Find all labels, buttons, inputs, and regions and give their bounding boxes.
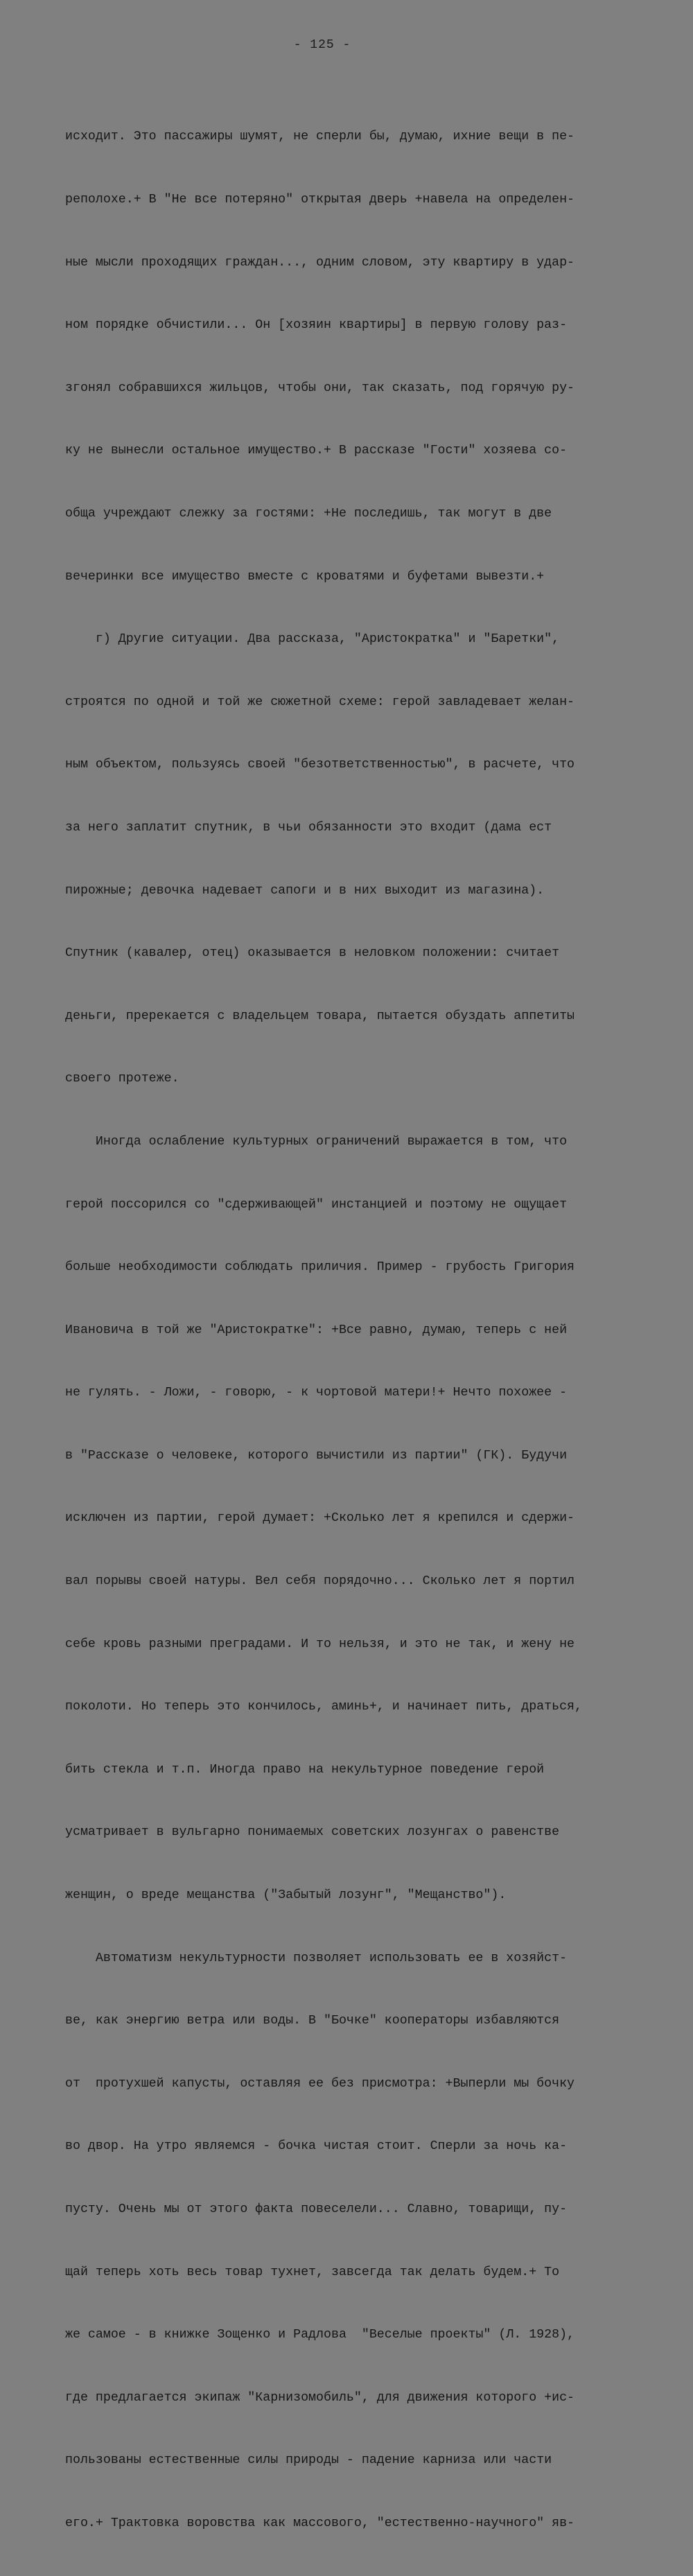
text-line: г) Другие ситуации. Два рассказа, "Аристократка" и "Баретки", [65,632,560,647]
text-line: исключен из партии, герой думает: +Сколько лет я крепился и сдержи- [65,1511,575,1526]
text-line: женщин, о вреде мещанства ("Забытый лозунг", "Мещанство"). [65,1888,507,1903]
text-line: же самое - в книжке Зощенко и Радлова "Веселые проекты" (Л. 1928), [65,2328,575,2342]
text-line: где предлагается экипаж "Карнизомобиль", для движения которого +ис- [65,2390,575,2405]
text-line: не гулять. - Ложи, - говорю, - к чортовой матери!+ Нечто похожее - [65,1386,568,1400]
text-line: строятся по одной и той же сюжетной схеме: герой завладевает желан- [65,695,575,709]
body-text [65,85,640,2576]
text-line: щай теперь хоть весь товар тухнет, завсегда так делать будем.+ То [65,2265,560,2279]
text-line: своего протеже. [65,1072,179,1086]
text-line: ном порядке обчистили... Он [хозяин квартиры] в первую голову раз- [65,318,568,333]
text-line: пусту. Очень мы от этого факта повеселели... Славно, товарищи, пу- [65,2202,568,2216]
text-line: поколоти. Но теперь это кончилось, аминь+, и начинает пить, драться, [65,1700,582,1714]
text-line: ве, как энергию ветра или воды. В "Бочке" кооператоры избавляются [65,2014,560,2028]
text-line: себе кровь разными преградами. И то нельзя, и это не так, и жену не [65,1637,575,1651]
text-line: его.+ Трактовка воровства как массового, "естественно-научного" яв- [65,2516,575,2530]
text-line: пирожные; девочка надевает сапоги и в них выходит из магазина). [65,883,545,898]
text-line: бить стекла и т.п. Иногда право на некультурное поведение герой [65,1762,545,1777]
text-line: больше необходимости соблюдать приличия. Пример - грубость Григория [65,1260,575,1275]
text-line: Спутник (кавалер, отец) оказывается в неловком положении: считает [65,946,560,961]
text-line: обща учреждают слежку за гостями: +Не последишь, так могут в две [65,506,552,521]
text-line: исходит. Это пассажиры шумят, не сперли бы, думаю, ихние вещи в пе- [65,130,575,144]
text-line: реполохе.+ В "Не все потеряно" открытая дверь +навела на определен- [65,193,575,207]
text-line: ные мысли проходящих граждан..., одним словом, эту квартиру в удар- [65,255,575,270]
page-number: - 125 - [293,38,351,52]
text-line: усматривает в вульгарно понимаемых советских лозунгах о равенстве [65,1825,560,1840]
text-line: Иногда ослабление культурных ограничений выражается в том, что [65,1134,568,1149]
text-line: вал порывы своей натуры. Вел себя порядочно... Сколько лет я портил [65,1574,575,1589]
text-line: Автоматизм некультурности позволяет использовать ее в хозяйст- [65,1951,568,1965]
text-line: пользованы естественные силы природы - падение карниза или части [65,2453,552,2468]
text-line: згонял собравшихся жильцов, чтобы они, так сказать, под горячую ру- [65,381,575,395]
text-line: от протухшей капусты, оставляя ее без присмотра: +Выперли мы бочку [65,2076,575,2091]
text-line: вечеринки все имущество вместе с кроватями и буфетами вывезти.+ [65,569,545,584]
text-line: ным объектом, пользуясь своей "безответственностью", в расчете, что [65,758,575,772]
text-line: в "Рассказе о человеке, которого вычистили из партии" (ГК). Будучи [65,1448,568,1463]
text-line: Ивановича в той же "Аристократке": +Все равно, думаю, теперь с ней [65,1323,568,1337]
text-line: деньги, пререкается с владельцем товара, пытается обуздать аппетиты [65,1009,575,1023]
text-line: во двор. На утро являемся - бочка чистая стоит. Сперли за ночь ка- [65,2139,568,2154]
text-line: герой поссорился со "сдерживающей" инстанцией и поэтому не ощущает [65,1197,568,1212]
text-line: за него заплатит спутник, в чьи обязанности это входит (дама ест [65,820,552,835]
text-line: ку не вынесли остальное имущество.+ В рассказе "Гости" хозяева со- [65,444,568,458]
